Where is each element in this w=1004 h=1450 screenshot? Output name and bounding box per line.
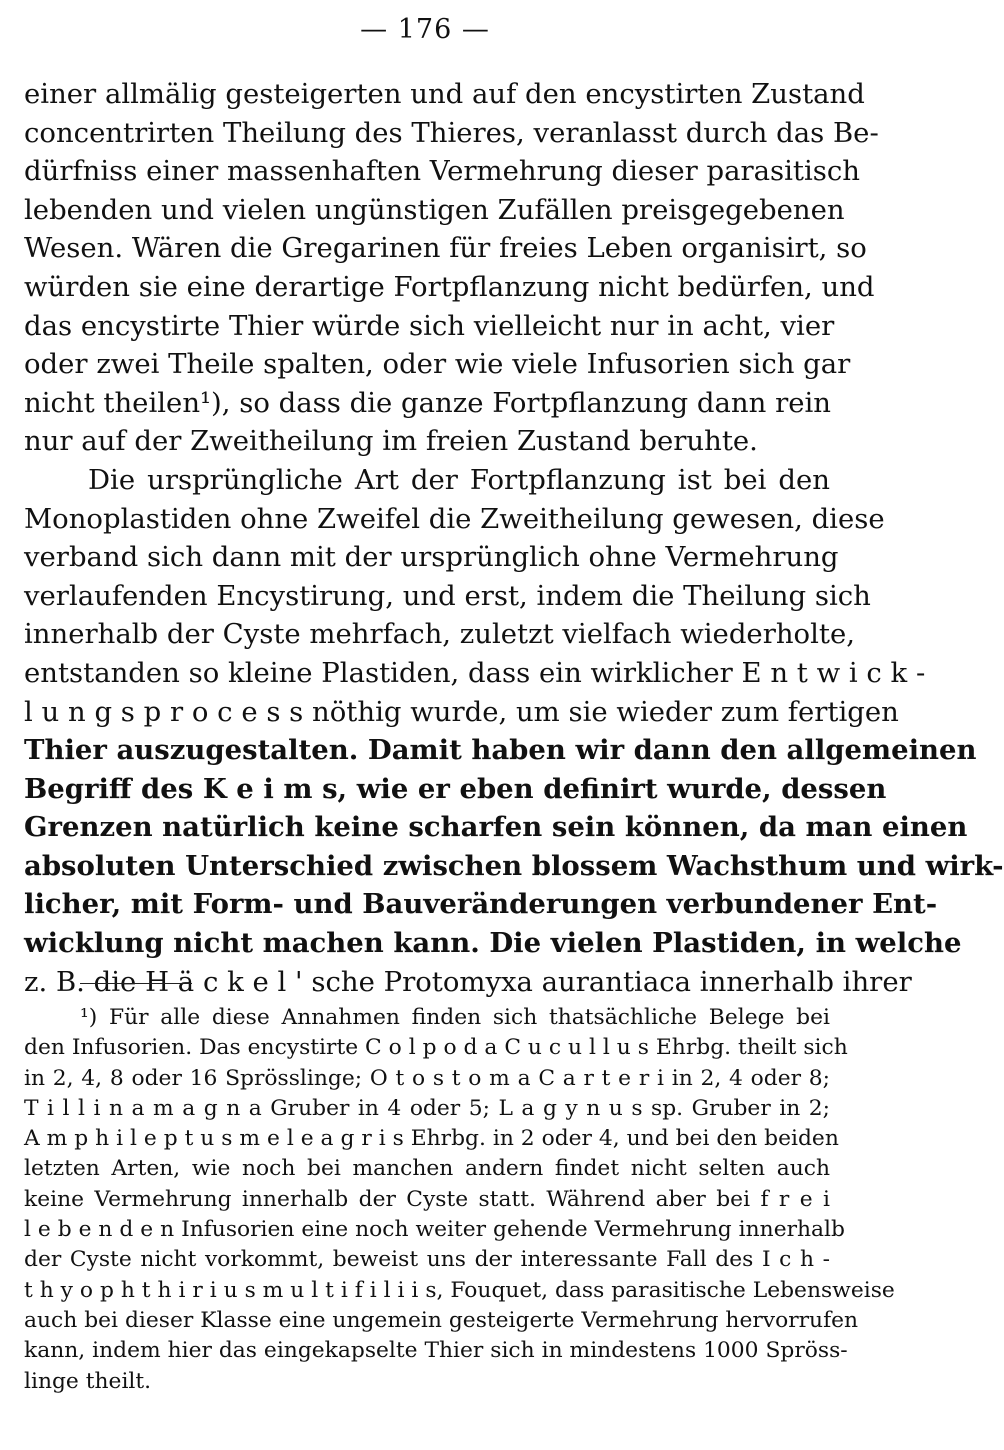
text-line: wicklung nicht machen kann. Die vielen Plastiden, in welche xyxy=(24,927,962,960)
footnote-line: linge theilt. xyxy=(24,1368,152,1394)
text-line: licher, mit Form- und Bauveränderungen verbundener Ent- xyxy=(24,888,938,921)
text-line: Thier auszugestalten. Damit haben wir dann den allgemeinen xyxy=(24,734,977,767)
main-text xyxy=(24,75,1004,1001)
text-line: Die ursprüngliche Art der Fortpflanzung ist bei den xyxy=(88,463,830,496)
footnote-line: keine Vermehrung innerhalb der Cyste statt. Während aber bei f r e i xyxy=(24,1186,830,1212)
footnote-line: l e b e n d e n Infusorien eine noch weiter gehende Vermehrung innerhalb xyxy=(24,1217,845,1243)
text-line: Monoplastiden ohne Zweifel die Zweitheilung gewesen, diese xyxy=(24,502,885,535)
text-line: würden sie eine derartige Fortpflanzung nicht bedürfen, und xyxy=(24,270,875,303)
text-line: Begriff des K e i m s, wie er eben definirt wurde, dessen xyxy=(24,772,887,805)
footnote-line: der Cyste nicht vorkommt, beweist uns der interessante Fall des I c h - xyxy=(24,1247,830,1273)
text-line: nicht theilen¹), so dass die ganze Fortpflanzung dann rein xyxy=(24,386,831,419)
text-line: concentrirten Theilung des Thieres, veranlasst durch das Be- xyxy=(24,116,879,149)
footnote-line: auch bei dieser Klasse eine ungemein gesteigerte Vermehrung hervorrufen xyxy=(24,1307,859,1333)
text-line: verlaufenden Encystirung, und erst, indem die Theilung sich xyxy=(24,579,871,612)
text-line: oder zwei Theile spalten, oder wie viele Infusorien sich gar xyxy=(24,348,851,381)
text-line: entstanden so kleine Plastiden, dass ein wirklicher E n t w i c k - xyxy=(24,656,926,689)
footnote-line: T i l l i n a m a g n a Gruber in 4 oder 5; L a g y n u s sp. Gruber in 2; xyxy=(24,1095,830,1121)
footnote-line: letzten Arten, wie noch bei manchen andern findet nicht selten auch xyxy=(24,1156,830,1182)
text-line: innerhalb der Cyste mehrfach, zuletzt vielfach wiederholte, xyxy=(24,618,855,651)
footnotes xyxy=(24,1003,895,1397)
text-line: das encystirte Thier würde sich vielleicht nur in acht, vier xyxy=(24,309,835,342)
footnote-line: den Infusorien. Das encystirte C o l p o d a C u c u l l u s Ehrbg. theilt sich xyxy=(24,1035,848,1061)
text-line: verband sich dann mit der ursprünglich ohne Vermehrung xyxy=(24,541,839,574)
text-line: absoluten Unterschied zwischen blossem Wachsthum und wirk- xyxy=(24,849,1004,882)
text-line: Wesen. Wären die Gregarinen für freies Leben organisirt, so xyxy=(24,232,867,265)
text-line: Grenzen natürlich keine scharfen sein können, da man einen xyxy=(24,811,968,844)
text-line: z. B. die H ä c k e l ' sche Protomyxa aurantiaca innerhalb ihrer xyxy=(24,965,912,998)
footnote-line: A m p h i l e p t u s m e l e a g r i s Ehrbg. in 2 oder 4, und bei den beiden xyxy=(24,1126,839,1152)
footnote-line: ¹) Für alle diese Annahmen finden sich thatsächliche Belege bei xyxy=(80,1005,830,1030)
footnote-separator xyxy=(80,983,192,984)
text-line: dürfniss einer massenhaften Vermehrung dieser parasitisch xyxy=(24,155,860,188)
footnote-line: kann, indem hier das eingekapselte Thier sich in mindestens 1000 Spröss- xyxy=(24,1338,848,1364)
text-line: einer allmälig gesteigerten und auf den encystirten Zustand xyxy=(24,78,865,110)
footnote-line: in 2, 4, 8 oder 16 Sprösslinge; O t o s t o m a C a r t e r i in 2, 4 oder 8; xyxy=(24,1065,830,1091)
text-line: nur auf der Zweitheilung im freien Zustand beruhte. xyxy=(24,425,758,458)
footnote-line: t h y o p h t h i r i u s m u l t i f i l i i s, Fouquet, dass parasitische Lebensweise xyxy=(24,1277,895,1303)
page-number: — 176 — xyxy=(360,14,490,45)
text-line: l u n g s p r o c e s s nöthig wurde, um sie wieder zum fertigen xyxy=(24,695,899,728)
text-line: lebenden und vielen ungünstigen Zufällen preisgegebenen xyxy=(24,193,845,226)
